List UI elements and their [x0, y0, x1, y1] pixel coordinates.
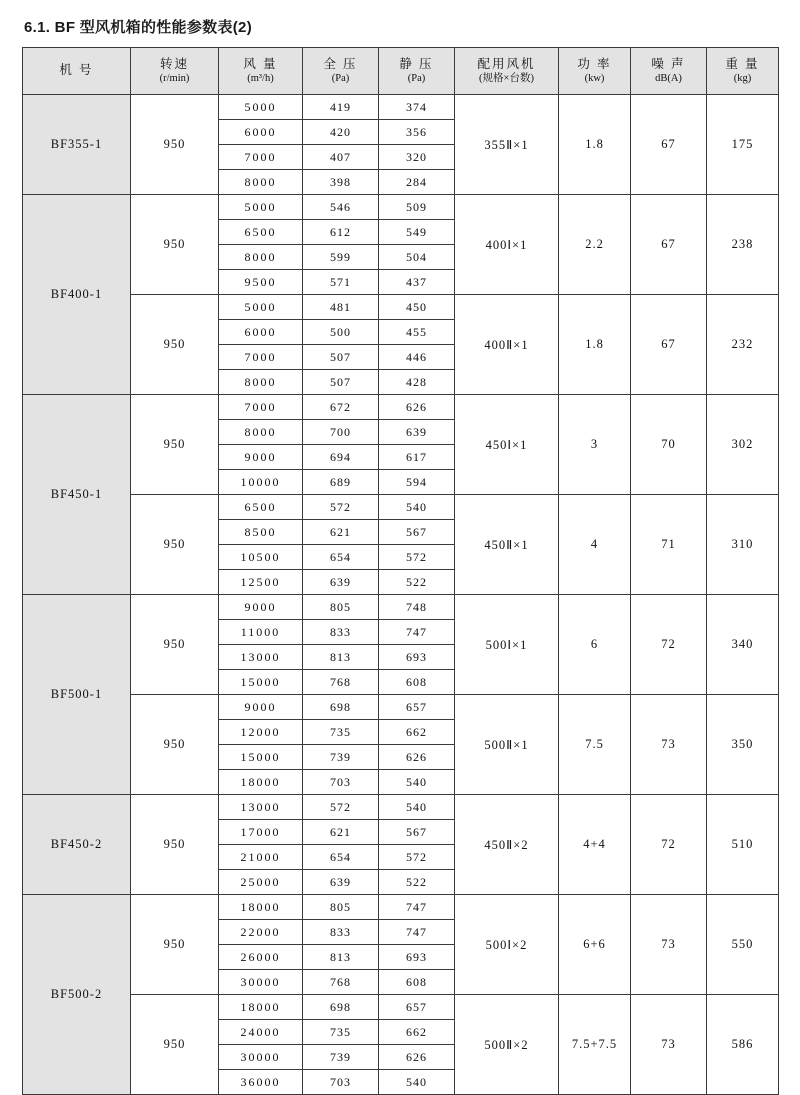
cell-static-pressure: 748 [379, 595, 455, 620]
table-header [23, 48, 779, 95]
cell-static-pressure: 693 [379, 945, 455, 970]
table-row [23, 495, 779, 520]
cell-rpm: 950 [131, 995, 219, 1095]
table-row [23, 295, 779, 320]
cell-static-pressure: 567 [379, 520, 455, 545]
cell-fan-spec: 355Ⅱ×1 [455, 95, 559, 195]
cell-airflow: 12500 [219, 570, 303, 595]
cell-static-pressure: 455 [379, 320, 455, 345]
cell-power: 7.5+7.5 [559, 995, 631, 1095]
cell-total-pressure: 481 [303, 295, 379, 320]
cell-static-pressure: 617 [379, 445, 455, 470]
cell-weight: 550 [707, 895, 779, 995]
cell-airflow: 21000 [219, 845, 303, 870]
cell-power: 7.5 [559, 695, 631, 795]
cell-fan-spec: 500Ⅰ×1 [455, 595, 559, 695]
cell-airflow: 30000 [219, 1045, 303, 1070]
cell-static-pressure: 567 [379, 820, 455, 845]
cell-airflow: 17000 [219, 820, 303, 845]
column-header-main: 噪 声 [651, 56, 686, 71]
cell-airflow: 8000 [219, 170, 303, 195]
cell-total-pressure: 698 [303, 995, 379, 1020]
cell-fan-spec: 500Ⅰ×2 [455, 895, 559, 995]
cell-static-pressure: 549 [379, 220, 455, 245]
cell-weight: 238 [707, 195, 779, 295]
cell-weight: 340 [707, 595, 779, 695]
cell-total-pressure: 612 [303, 220, 379, 245]
column-header-unit: (Pa) [407, 73, 426, 85]
cell-total-pressure: 833 [303, 620, 379, 645]
cell-airflow: 13000 [219, 795, 303, 820]
column-header [23, 48, 131, 95]
column-header-unit: (kg) [733, 73, 752, 85]
cell-airflow: 13000 [219, 645, 303, 670]
table-row [23, 395, 779, 420]
cell-total-pressure: 735 [303, 1020, 379, 1045]
column-header-main: 风 量 [243, 56, 278, 71]
cell-airflow: 30000 [219, 970, 303, 995]
cell-static-pressure: 747 [379, 620, 455, 645]
cell-static-pressure: 540 [379, 1070, 455, 1095]
cell-airflow: 6500 [219, 495, 303, 520]
cell-static-pressure: 572 [379, 545, 455, 570]
cell-total-pressure: 689 [303, 470, 379, 495]
column-header [631, 48, 707, 95]
cell-noise: 73 [631, 895, 707, 995]
column-header [131, 48, 219, 95]
column-header-main: 重 量 [725, 56, 760, 71]
cell-fan-spec: 450Ⅱ×1 [455, 495, 559, 595]
column-header-main: 机 号 [59, 63, 94, 78]
cell-weight: 175 [707, 95, 779, 195]
cell-rpm: 950 [131, 95, 219, 195]
table-row [23, 795, 779, 820]
table-row [23, 895, 779, 920]
cell-weight: 302 [707, 395, 779, 495]
cell-rpm: 950 [131, 895, 219, 995]
cell-static-pressure: 608 [379, 970, 455, 995]
cell-static-pressure: 626 [379, 1045, 455, 1070]
column-header-unit: (Pa) [331, 73, 350, 85]
cell-static-pressure: 374 [379, 95, 455, 120]
cell-static-pressure: 693 [379, 645, 455, 670]
column-header [455, 48, 559, 95]
cell-airflow: 5000 [219, 195, 303, 220]
cell-noise: 72 [631, 795, 707, 895]
cell-weight: 586 [707, 995, 779, 1095]
cell-static-pressure: 626 [379, 395, 455, 420]
cell-fan-spec: 450Ⅱ×2 [455, 795, 559, 895]
column-header-unit: (m³/h) [247, 73, 274, 85]
cell-static-pressure: 450 [379, 295, 455, 320]
table-row [23, 595, 779, 620]
cell-airflow: 11000 [219, 620, 303, 645]
cell-noise: 73 [631, 995, 707, 1095]
cell-total-pressure: 420 [303, 120, 379, 145]
column-header-main: 全 压 [323, 56, 358, 71]
cell-static-pressure: 522 [379, 870, 455, 895]
cell-total-pressure: 703 [303, 1070, 379, 1095]
cell-static-pressure: 540 [379, 770, 455, 795]
column-header [707, 48, 779, 95]
cell-rpm: 950 [131, 395, 219, 495]
cell-airflow: 9000 [219, 445, 303, 470]
cell-static-pressure: 657 [379, 695, 455, 720]
cell-static-pressure: 572 [379, 845, 455, 870]
cell-static-pressure: 608 [379, 670, 455, 695]
cell-total-pressure: 735 [303, 720, 379, 745]
cell-static-pressure: 540 [379, 495, 455, 520]
cell-total-pressure: 546 [303, 195, 379, 220]
column-header-unit: dB(A) [655, 73, 682, 85]
column-header-main: 转速 [159, 56, 189, 71]
cell-power: 4 [559, 495, 631, 595]
cell-total-pressure: 398 [303, 170, 379, 195]
cell-static-pressure: 356 [379, 120, 455, 145]
cell-airflow: 9000 [219, 695, 303, 720]
cell-total-pressure: 813 [303, 645, 379, 670]
cell-power: 1.8 [559, 95, 631, 195]
cell-airflow: 25000 [219, 870, 303, 895]
cell-airflow: 10000 [219, 470, 303, 495]
cell-total-pressure: 739 [303, 745, 379, 770]
cell-airflow: 5000 [219, 95, 303, 120]
cell-static-pressure: 284 [379, 170, 455, 195]
cell-static-pressure: 747 [379, 920, 455, 945]
cell-noise: 71 [631, 495, 707, 595]
cell-total-pressure: 654 [303, 845, 379, 870]
cell-airflow: 15000 [219, 670, 303, 695]
cell-airflow: 15000 [219, 745, 303, 770]
cell-rpm: 950 [131, 495, 219, 595]
cell-total-pressure: 621 [303, 820, 379, 845]
cell-airflow: 26000 [219, 945, 303, 970]
cell-model: BF355-1 [23, 95, 131, 195]
cell-fan-spec: 400Ⅱ×1 [455, 295, 559, 395]
cell-static-pressure: 428 [379, 370, 455, 395]
cell-airflow: 22000 [219, 920, 303, 945]
cell-static-pressure: 747 [379, 895, 455, 920]
spec-table [22, 47, 779, 1095]
cell-airflow: 8500 [219, 520, 303, 545]
cell-weight: 310 [707, 495, 779, 595]
cell-airflow: 7000 [219, 145, 303, 170]
cell-rpm: 950 [131, 695, 219, 795]
table-row [23, 995, 779, 1020]
cell-rpm: 950 [131, 195, 219, 295]
cell-total-pressure: 833 [303, 920, 379, 945]
cell-airflow: 6000 [219, 120, 303, 145]
cell-total-pressure: 805 [303, 595, 379, 620]
cell-static-pressure: 594 [379, 470, 455, 495]
column-header [559, 48, 631, 95]
cell-rpm: 950 [131, 295, 219, 395]
cell-total-pressure: 419 [303, 95, 379, 120]
cell-total-pressure: 703 [303, 770, 379, 795]
cell-static-pressure: 626 [379, 745, 455, 770]
cell-airflow: 36000 [219, 1070, 303, 1095]
cell-model: BF500-2 [23, 895, 131, 1095]
cell-static-pressure: 522 [379, 570, 455, 595]
cell-total-pressure: 572 [303, 795, 379, 820]
cell-noise: 73 [631, 695, 707, 795]
table-row [23, 195, 779, 220]
cell-airflow: 10500 [219, 545, 303, 570]
cell-total-pressure: 507 [303, 370, 379, 395]
cell-total-pressure: 813 [303, 945, 379, 970]
cell-fan-spec: 500Ⅱ×1 [455, 695, 559, 795]
cell-total-pressure: 672 [303, 395, 379, 420]
cell-noise: 67 [631, 295, 707, 395]
cell-rpm: 950 [131, 595, 219, 695]
cell-power: 2.2 [559, 195, 631, 295]
table-row [23, 695, 779, 720]
cell-fan-spec: 400Ⅰ×1 [455, 195, 559, 295]
cell-airflow: 18000 [219, 995, 303, 1020]
cell-airflow: 7000 [219, 395, 303, 420]
column-header-unit: (r/min) [159, 73, 190, 85]
cell-noise: 67 [631, 95, 707, 195]
cell-static-pressure: 504 [379, 245, 455, 270]
cell-airflow: 8000 [219, 420, 303, 445]
cell-power: 6+6 [559, 895, 631, 995]
cell-total-pressure: 500 [303, 320, 379, 345]
cell-total-pressure: 621 [303, 520, 379, 545]
cell-airflow: 18000 [219, 770, 303, 795]
cell-total-pressure: 805 [303, 895, 379, 920]
cell-static-pressure: 639 [379, 420, 455, 445]
cell-model: BF500-1 [23, 595, 131, 795]
cell-total-pressure: 407 [303, 145, 379, 170]
cell-airflow: 12000 [219, 720, 303, 745]
cell-power: 4+4 [559, 795, 631, 895]
cell-static-pressure: 657 [379, 995, 455, 1020]
cell-total-pressure: 768 [303, 970, 379, 995]
cell-total-pressure: 698 [303, 695, 379, 720]
cell-static-pressure: 540 [379, 795, 455, 820]
cell-noise: 70 [631, 395, 707, 495]
cell-weight: 232 [707, 295, 779, 395]
column-header [303, 48, 379, 95]
cell-noise: 72 [631, 595, 707, 695]
cell-airflow: 6500 [219, 220, 303, 245]
cell-total-pressure: 700 [303, 420, 379, 445]
cell-rpm: 950 [131, 795, 219, 895]
cell-total-pressure: 694 [303, 445, 379, 470]
cell-power: 6 [559, 595, 631, 695]
cell-total-pressure: 639 [303, 570, 379, 595]
cell-airflow: 18000 [219, 895, 303, 920]
cell-total-pressure: 507 [303, 345, 379, 370]
column-header [379, 48, 455, 95]
cell-total-pressure: 571 [303, 270, 379, 295]
cell-model: BF450-1 [23, 395, 131, 595]
column-header [219, 48, 303, 95]
cell-noise: 67 [631, 195, 707, 295]
cell-static-pressure: 662 [379, 720, 455, 745]
table-body [23, 95, 779, 1095]
cell-model: BF450-2 [23, 795, 131, 895]
table-row [23, 95, 779, 120]
column-header-unit: (规格×台数) [479, 73, 534, 85]
cell-airflow: 9000 [219, 595, 303, 620]
cell-total-pressure: 739 [303, 1045, 379, 1070]
cell-total-pressure: 654 [303, 545, 379, 570]
cell-weight: 510 [707, 795, 779, 895]
cell-static-pressure: 509 [379, 195, 455, 220]
cell-airflow: 24000 [219, 1020, 303, 1045]
cell-power: 3 [559, 395, 631, 495]
cell-model: BF400-1 [23, 195, 131, 395]
cell-weight: 350 [707, 695, 779, 795]
column-header-unit: (kw) [584, 73, 605, 85]
cell-total-pressure: 768 [303, 670, 379, 695]
cell-total-pressure: 599 [303, 245, 379, 270]
cell-total-pressure: 572 [303, 495, 379, 520]
cell-airflow: 6000 [219, 320, 303, 345]
cell-total-pressure: 639 [303, 870, 379, 895]
page-title: 6.1. BF 型风机箱的性能参数表(2) [24, 19, 252, 36]
cell-fan-spec: 500Ⅱ×2 [455, 995, 559, 1095]
cell-static-pressure: 446 [379, 345, 455, 370]
cell-static-pressure: 662 [379, 1020, 455, 1045]
cell-fan-spec: 450Ⅰ×1 [455, 395, 559, 495]
column-header-main: 功 率 [577, 56, 612, 71]
cell-power: 1.8 [559, 295, 631, 395]
cell-airflow: 7000 [219, 345, 303, 370]
cell-airflow: 5000 [219, 295, 303, 320]
cell-airflow: 8000 [219, 245, 303, 270]
header-row [23, 48, 779, 95]
cell-airflow: 8000 [219, 370, 303, 395]
column-header-main: 配用风机 [477, 56, 536, 71]
cell-airflow: 9500 [219, 270, 303, 295]
cell-static-pressure: 320 [379, 145, 455, 170]
cell-static-pressure: 437 [379, 270, 455, 295]
column-header-main: 静 压 [399, 56, 434, 71]
